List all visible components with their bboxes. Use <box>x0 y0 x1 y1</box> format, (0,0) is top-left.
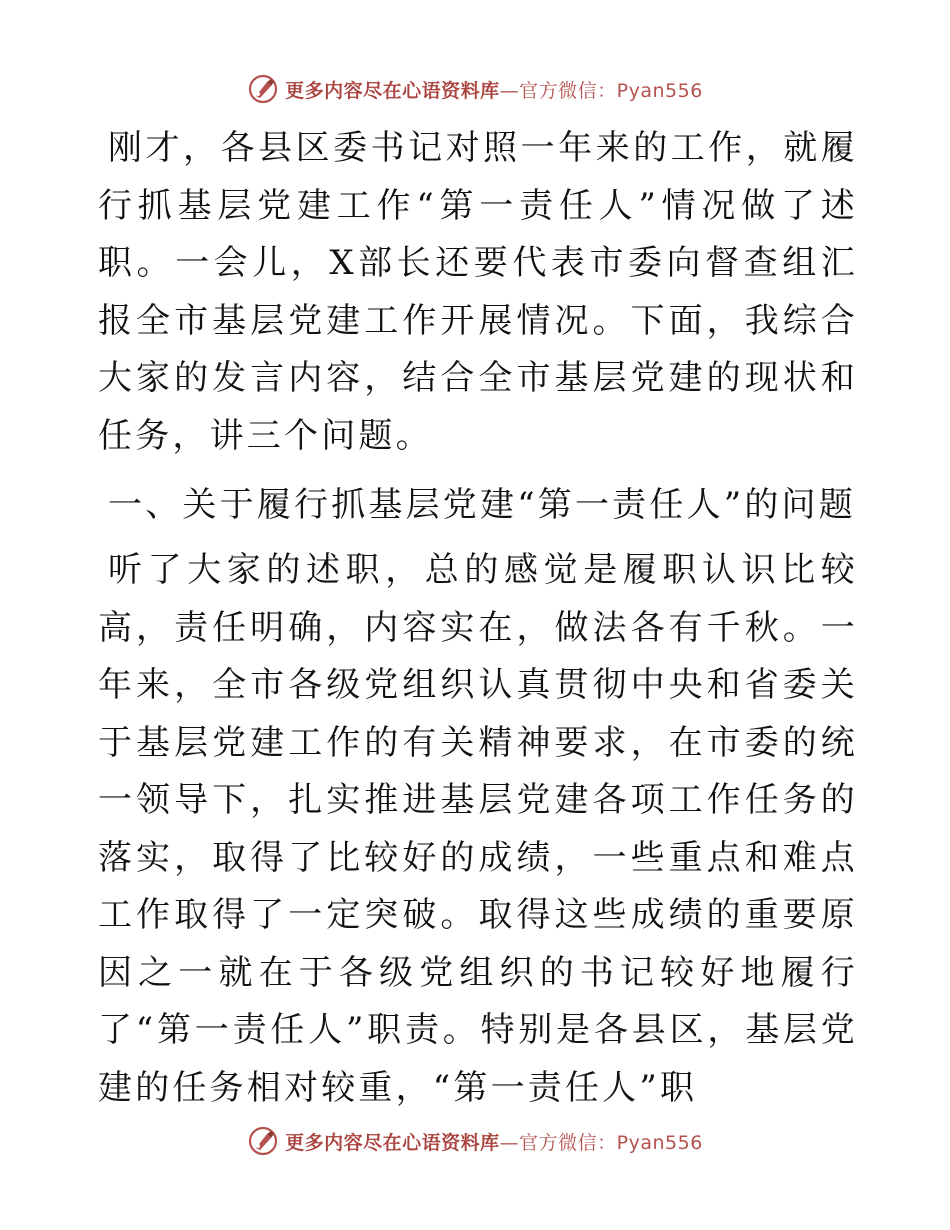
watermark-brand: 更多内容尽在心语资料库 <box>285 1131 500 1154</box>
watermark-text <box>285 1128 703 1155</box>
section-heading-1: 一、关于履行抓基层党建“第一责任人”的问题 <box>108 485 856 525</box>
paragraph-section-1: 听了大家的述职，总的感觉是履职认识比较高，责任明确，内容实在，做法各有千秋。一年来，全市各级党组织认真贯彻中央和省委关于基层党建工作的有关精神要求，在市委的统一领导下，扎实推进基层党建各项工作任务的落实，取得了比较好的成绩，一些重点和难点工作取得了一定突破。取得这些成绩的重要原因之一就在于各级党组织的书记较好地履行了“第一责任人”职责。特别是各县区，基层党建的任务相对较重，“第一责任人”职 <box>98 550 858 1108</box>
watermark-contact: 官方微信：Pyan556 <box>519 79 703 102</box>
watermark-dash: — <box>499 1131 520 1154</box>
document-body <box>98 120 858 1117</box>
paragraph-intro: 刚才，各县区委书记对照一年来的工作，就履行抓基层党建工作“第一责任人”情况做了述职。一会儿，X部长还要代表市委向督查组汇报全市基层党建工作开展情况。下面，我综合大家的发言内容，结合全市基层党建的现状和任务，讲三个问题。 <box>98 128 858 456</box>
footer-watermark <box>0 1124 950 1158</box>
watermark-text <box>285 76 703 103</box>
pen-nib-logo-icon <box>247 1125 279 1157</box>
header-watermark <box>0 72 950 106</box>
watermark-brand: 更多内容尽在心语资料库 <box>285 79 500 102</box>
watermark-dash: — <box>499 79 520 102</box>
pen-nib-logo-icon <box>247 73 279 105</box>
watermark-contact: 官方微信：Pyan556 <box>519 1131 703 1154</box>
